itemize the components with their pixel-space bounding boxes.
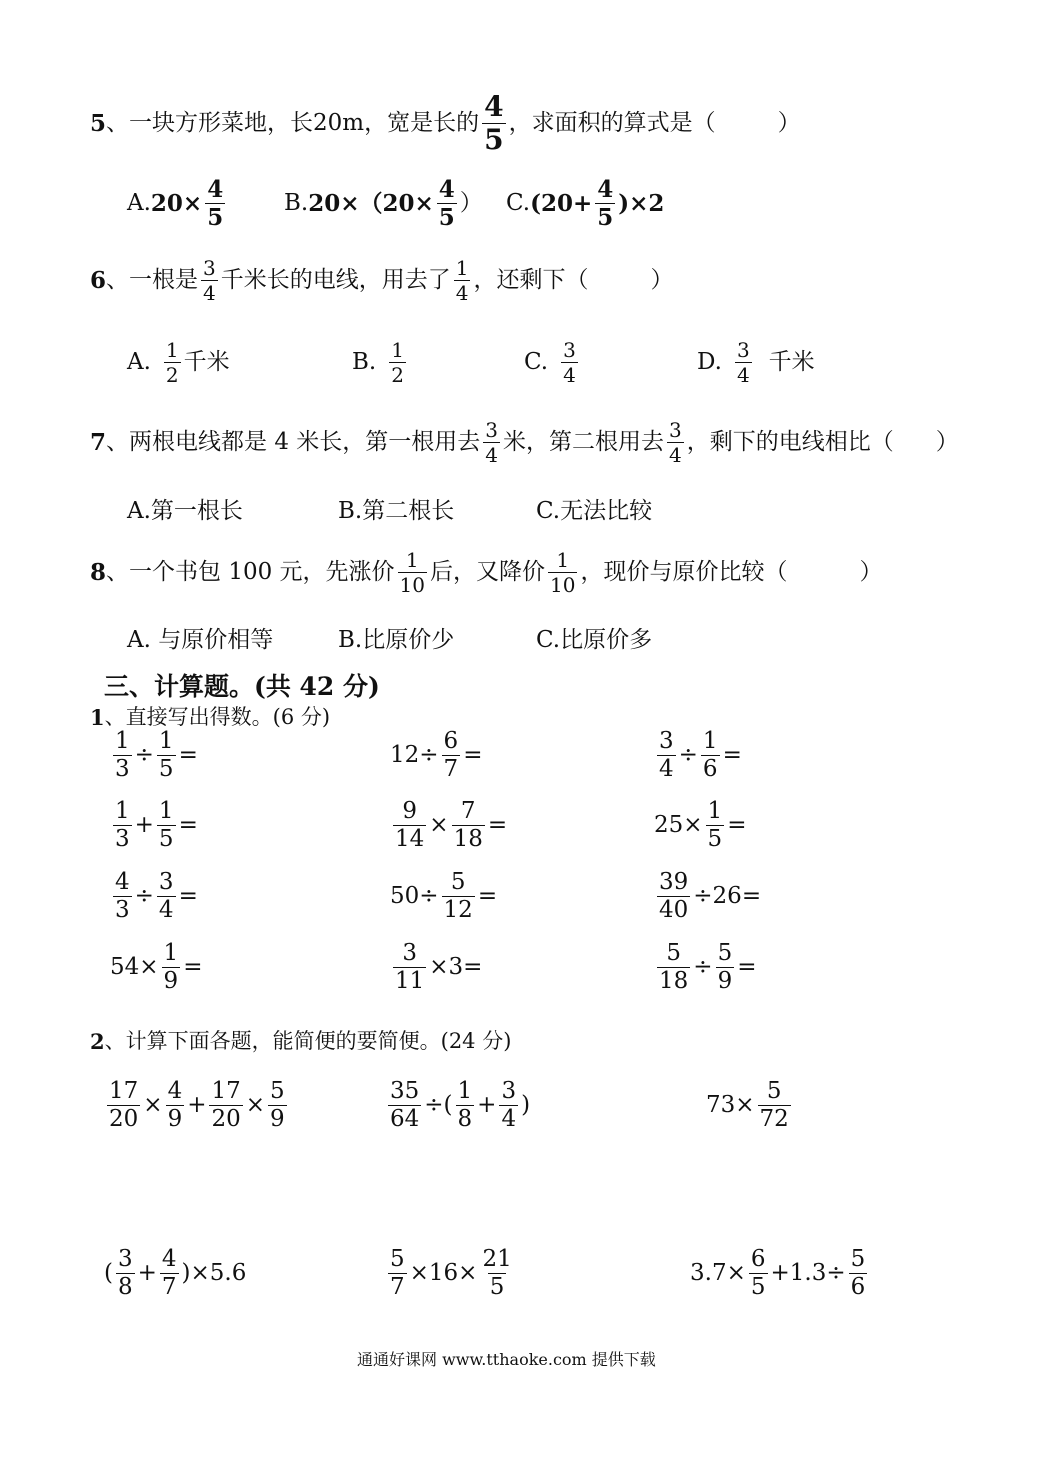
fraction: $\frac{1}{10}$ [399, 548, 425, 597]
question-8: 8 、 一个书包 100 元，先涨价 $\frac{1}{10}$ 后，又降价 $\frac{1}{10}$ ，现价与原价比较（ ） [90, 548, 883, 597]
q7-option-c[interactable]: C.无法比较 [536, 498, 653, 524]
q8-option-c[interactable]: C.比原价多 [536, 627, 653, 653]
fraction: $\frac{1}{6}$ [702, 728, 718, 782]
fraction: $\frac{1}{3}$ [115, 798, 130, 852]
direct-answer-item: 50÷ $\frac{5}{12}$ = [390, 869, 498, 923]
fraction: $\frac{3}{4}$ [563, 338, 576, 387]
fraction: $\frac{3}{4}$ [485, 418, 499, 467]
part-1-heading: 1 、直接写出得数。(6 分) [90, 705, 331, 730]
fraction: $\frac{1}{4}$ [455, 256, 469, 305]
question-number: 7 [90, 429, 107, 456]
fraction: $\frac{17}{20}$ [211, 1078, 241, 1132]
fraction: $\frac{4}{5}$ [484, 90, 504, 156]
q8-option-b[interactable]: B.比原价少 [338, 627, 455, 653]
direct-answer-item: $\frac{39}{40}$ ÷26= [659, 869, 762, 923]
direct-answer-item: 54× $\frac{1}{9}$ = [110, 940, 203, 994]
fraction: $\frac{3}{4}$ [501, 1078, 517, 1132]
question-5: 5 、 一块方形菜地，长 20m，宽是长的 $\frac{4}{5}$ ，求面积的算式是（ ） [90, 90, 801, 156]
fraction: $\frac{1}{5}$ [158, 798, 174, 852]
direct-answer-item: $\frac{5}{18}$ ÷ $\frac{5}{9}$ = [659, 940, 757, 994]
calc-expression: $\frac{17}{20}$ × $\frac{4}{9}$ + $\frac{17}{20}$ × $\frac{5}{9}$ [109, 1078, 285, 1132]
fraction: $\frac{3}{4}$ [203, 256, 216, 305]
fraction: $\frac{9}{14}$ [395, 798, 425, 852]
direct-answer-item: 25× $\frac{1}{5}$ = [654, 798, 747, 852]
fraction: $\frac{4}{5}$ [438, 176, 455, 231]
fraction: $\frac{5}{18}$ [659, 940, 689, 994]
q5-option-a[interactable]: A. 20× $\frac{4}{5}$ [127, 176, 224, 231]
fraction: $\frac{21}{5}$ [482, 1246, 512, 1300]
fraction: $\frac{35}{64}$ [390, 1078, 420, 1132]
q6-option-a[interactable]: A. $\frac{1}{2}$ 千米 [127, 338, 230, 387]
q7-option-a[interactable]: A.第一根长 [127, 498, 243, 524]
fraction: $\frac{1}{3}$ [115, 728, 130, 782]
fraction: $\frac{1}{8}$ [457, 1078, 473, 1132]
fraction: $\frac{3}{4}$ [669, 418, 682, 467]
q6-option-b[interactable]: B. $\frac{1}{2}$ [352, 338, 404, 387]
section-title: 三、计算题。(共 42 分) [104, 672, 380, 701]
calc-expression: $\frac{35}{64}$ ÷( $\frac{1}{8}$ + $\frac{3}{4}$ ) [390, 1078, 531, 1132]
fraction: $\frac{4}{3}$ [115, 869, 130, 923]
fraction: $\frac{5}{72}$ [759, 1078, 789, 1132]
calc-expression: 73× $\frac{5}{72}$ [706, 1078, 789, 1132]
fraction: $\frac{4}{9}$ [167, 1078, 183, 1132]
direct-answer-item: $\frac{1}{3}$ ÷ $\frac{1}{5}$ = [115, 728, 198, 782]
direct-answer-item: 12÷ $\frac{6}{7}$ = [390, 728, 483, 782]
calc-expression: 3.7× $\frac{6}{5}$ +1.3÷ $\frac{5}{6}$ [690, 1246, 866, 1300]
direct-answer-item: $\frac{3}{4}$ ÷ $\frac{1}{6}$ = [659, 728, 742, 782]
fraction: $\frac{3}{4}$ [659, 728, 674, 782]
fraction: $\frac{3}{8}$ [117, 1246, 133, 1300]
fraction: $\frac{1}{5}$ [707, 798, 723, 852]
fraction: $\frac{5}{7}$ [390, 1246, 405, 1300]
calc-expression: $\frac{5}{7}$ ×16× $\frac{21}{5}$ [390, 1246, 512, 1300]
q8-option-a[interactable]: A. 与原价相等 [127, 627, 274, 653]
fraction: $\frac{4}{5}$ [597, 176, 614, 231]
question-number: 6 [90, 267, 107, 294]
fraction: $\frac{5}{9}$ [717, 940, 733, 994]
fraction: $\frac{1}{5}$ [158, 728, 174, 782]
direct-answer-item: $\frac{1}{3}$ + $\frac{1}{5}$ = [115, 798, 198, 852]
fraction: $\frac{6}{7}$ [443, 728, 459, 782]
q7-option-b[interactable]: B.第二根长 [338, 498, 455, 524]
q6-option-d[interactable]: D. $\frac{3}{4}$ 千米 [697, 338, 815, 387]
question-number: 8 [90, 559, 107, 586]
fraction: $\frac{1}{10}$ [550, 548, 576, 597]
q5-option-c[interactable]: C. (20+ $\frac{4}{5}$ )×2 [506, 176, 665, 231]
fraction: $\frac{17}{20}$ [109, 1078, 139, 1132]
fraction: $\frac{1}{2}$ [391, 338, 404, 387]
question-6: 6 、 一根是 $\frac{3}{4}$ 千米长的电线，用去了 $\frac{1}{4}$ ，还剩下（ ） [90, 256, 674, 305]
fraction: $\frac{5}{9}$ [270, 1078, 285, 1132]
question-number: 5 [90, 110, 107, 137]
fraction: $\frac{1}{9}$ [163, 940, 179, 994]
calc-expression: ( $\frac{3}{8}$ + $\frac{4}{7}$ )×5.6 [104, 1246, 247, 1300]
fraction: $\frac{5}{12}$ [443, 869, 473, 923]
fraction: $\frac{3}{11}$ [395, 940, 425, 994]
part-2-heading: 2 、计算下面各题，能简便的要简便。(24 分) [90, 1029, 512, 1054]
direct-answer-item: $\frac{3}{11}$ ×3= [395, 940, 483, 994]
fraction: $\frac{1}{2}$ [165, 338, 179, 387]
fraction: $\frac{4}{5}$ [207, 176, 224, 231]
fraction: $\frac{3}{4}$ [736, 338, 750, 387]
direct-answer-item: $\frac{4}{3}$ ÷ $\frac{3}{4}$ = [115, 869, 198, 923]
q5-option-b[interactable]: B. 20×（20× $\frac{4}{5}$ ） [284, 176, 483, 231]
q6-option-c[interactable]: C. $\frac{3}{4}$ [524, 338, 576, 387]
fraction: $\frac{39}{40}$ [659, 869, 689, 923]
question-7: 7 、两根电线都是 4 米长，第一根用去 $\frac{3}{4}$ 米，第二根用去 $\frac{3}{4}$ ，剩下的电线相比（ ） [90, 418, 959, 467]
direct-answer-item: $\frac{9}{14}$ × $\frac{7}{18}$ = [395, 798, 508, 852]
fraction: $\frac{7}{18}$ [453, 798, 483, 852]
fraction: $\frac{5}{6}$ [850, 1246, 866, 1300]
fraction: $\frac{4}{7}$ [161, 1246, 177, 1300]
footer-source: 通通好课网 www.tthaoke.com 提供下载 [357, 1350, 656, 1369]
fraction: $\frac{6}{5}$ [750, 1246, 766, 1300]
fraction: $\frac{3}{4}$ [158, 869, 174, 923]
